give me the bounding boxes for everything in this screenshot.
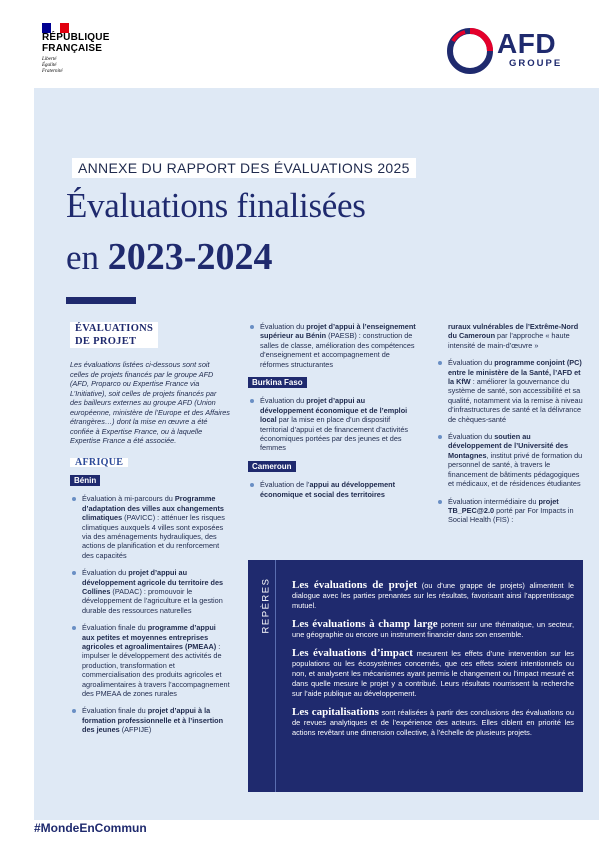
reperes-paragraph: Les évaluations à champ large portent sur une thématique, un secteur, une géographie ou encore un instrument financier dans son ensemble. xyxy=(292,618,574,639)
list-item: Évaluation du soutien au développement de l’Université des Montagnes, institut privé de formation du personnel de santé, à travers le financement de bâtiments pédagogiques et médicaux, et de résidences étudiantes xyxy=(436,432,586,488)
reperes-label: REPÈRES xyxy=(260,577,272,634)
afd-circle-icon xyxy=(445,26,495,76)
section-heading: ÉVALUATIONS DE PROJET xyxy=(70,322,158,348)
intro-text: Les évaluations listées ci-dessous sont soit celles de projets financés par le groupe AFD (AFD, Proparco ou Expertise France via L’Initiative), soit celles de projets financés par des bailleurs externes au groupe AFD (Union européenne, ministère de l’Europe et des Affaires étrangères…) dont la mise en œuvre a été confiée à Expertise France, ou à laquelle Expertise France a été associée. xyxy=(70,360,230,445)
list-item: Évaluation finale du projet d’appui à la formation professionnelle et à l’insertion des jeunes (AFPIJE) xyxy=(70,706,230,734)
column-2 xyxy=(248,322,418,499)
column-3 xyxy=(436,322,586,525)
hashtag: #MondeEnCommun xyxy=(34,821,147,835)
reperes-side xyxy=(248,560,276,792)
afd-groupe: GROUPE xyxy=(509,58,563,69)
reperes-paragraph: Les évaluations d’impact mesurent les effets d’une intervention sur les populations ou les écosystèmes concernés, que ces effets soient intentionnels ou non, et analysent les mécanismes ayant permis le changement ou l’impact mesuré et dans quelle mesure le projet y a contribué. Leurs résultats nourrissent la recherche sur l’aide publique au développement. xyxy=(292,647,575,698)
country-cameroun: Cameroun xyxy=(248,461,296,472)
column-1 xyxy=(70,322,230,735)
title-line-2: en 2023-2024 xyxy=(66,236,273,278)
reperes-box xyxy=(248,560,583,792)
evaluation-list xyxy=(248,322,418,369)
reperes-paragraph: Les évaluations de projet (ou d’une grappe de projets) alimentent le dialogue avec les parties prenantes sur les résultats, favorisant ainsi l’apprentissage mutuel. xyxy=(292,579,574,610)
list-item: Évaluation du projet d’appui à l’enseignement supérieur au Bénin (PAESB) : construction de salles de classe, amélioration des compétences d’enseignement et accompagnement de réformes structurantes xyxy=(248,322,418,369)
evaluation-list xyxy=(248,396,418,452)
title-years: 2023-2024 xyxy=(107,236,273,278)
list-item: Évaluation du projet d’appui au développement économique et de l’emploi local par la mise en place d’un dispositif territorial d’appui et de financement d’activités économiques portées par des jeunes et des femmes xyxy=(248,396,418,452)
evaluation-list xyxy=(248,480,418,499)
list-item: Évaluation à mi-parcours du Programme d’adaptation des villes aux changements climatiques (PAVICC) : atténuer les risques climatiques auxquels 4 villes sont exposées via des aménagements hydrauliques, des actions de planification et du renforcement des capacités xyxy=(70,494,230,560)
region-afrique: AFRIQUE xyxy=(70,458,128,467)
country-burkina-faso: Burkina Faso xyxy=(248,377,307,388)
list-item: Évaluation du programme conjoint (PC) entre le ministère de la Santé, l’AFD et la KfW : améliorer la gouvernance du système de santé, son accessibilité et sa qualité, notamment via la remise à niveau d’infrastructures de santé et la délivrance de chèques-santé xyxy=(436,358,586,424)
list-item: Évaluation intermédiaire du projet TB_PEC@2.0 porté par For Impacts in Social Health (FIS) : xyxy=(436,497,586,525)
rf-name: RÉPUBLIQUE FRANÇAISE xyxy=(42,32,110,54)
list-item: Évaluation de l’appui au développement économique et social des territoires xyxy=(248,480,418,499)
list-item: Évaluation du projet d’appui au développement agricole du territoire des Collines (PADAC) : promouvoir le développement de l’agriculture et la gestion durable des ressources naturelles xyxy=(70,568,230,615)
list-item: Évaluation finale du programme d’appui aux petites et moyennes entreprises agricoles et agroalimentaires (PMEAA) : impulser le développement des activités de production, transformation et commercialisation des produits agricoles et agroalimentaires à travers l’accompagnement des PMEAA de zones rurales xyxy=(70,623,230,698)
country-benin: Bénin xyxy=(70,475,100,486)
afd-name: AFD xyxy=(497,28,557,59)
annexe-label: ANNEXE DU RAPPORT DES ÉVALUATIONS 2025 xyxy=(72,158,416,178)
reperes-paragraph: Les capitalisations sont réalisées à partir des conclusions des évaluations ou de revues analytiques et de l’expérience des acteurs. Elles ciblent en priorité les actions revêtant une dimension collective, à l’échelle de plusieurs projets. xyxy=(292,706,574,737)
list-item-continued: ruraux vulnérables de l’Extrême-Nord du Cameroun par l’approche « haute intensité de main-d’œuvre » xyxy=(448,322,579,350)
evaluation-list xyxy=(436,322,586,525)
title-underline xyxy=(66,297,136,304)
afd-logo xyxy=(445,26,575,76)
french-flag-icon xyxy=(42,20,70,30)
evaluation-list xyxy=(70,494,230,734)
title-line-1: Évaluations finalisées xyxy=(66,186,366,225)
reperes-body xyxy=(292,580,574,746)
rf-motto: Liberté Égalité Fraternité xyxy=(42,57,63,74)
